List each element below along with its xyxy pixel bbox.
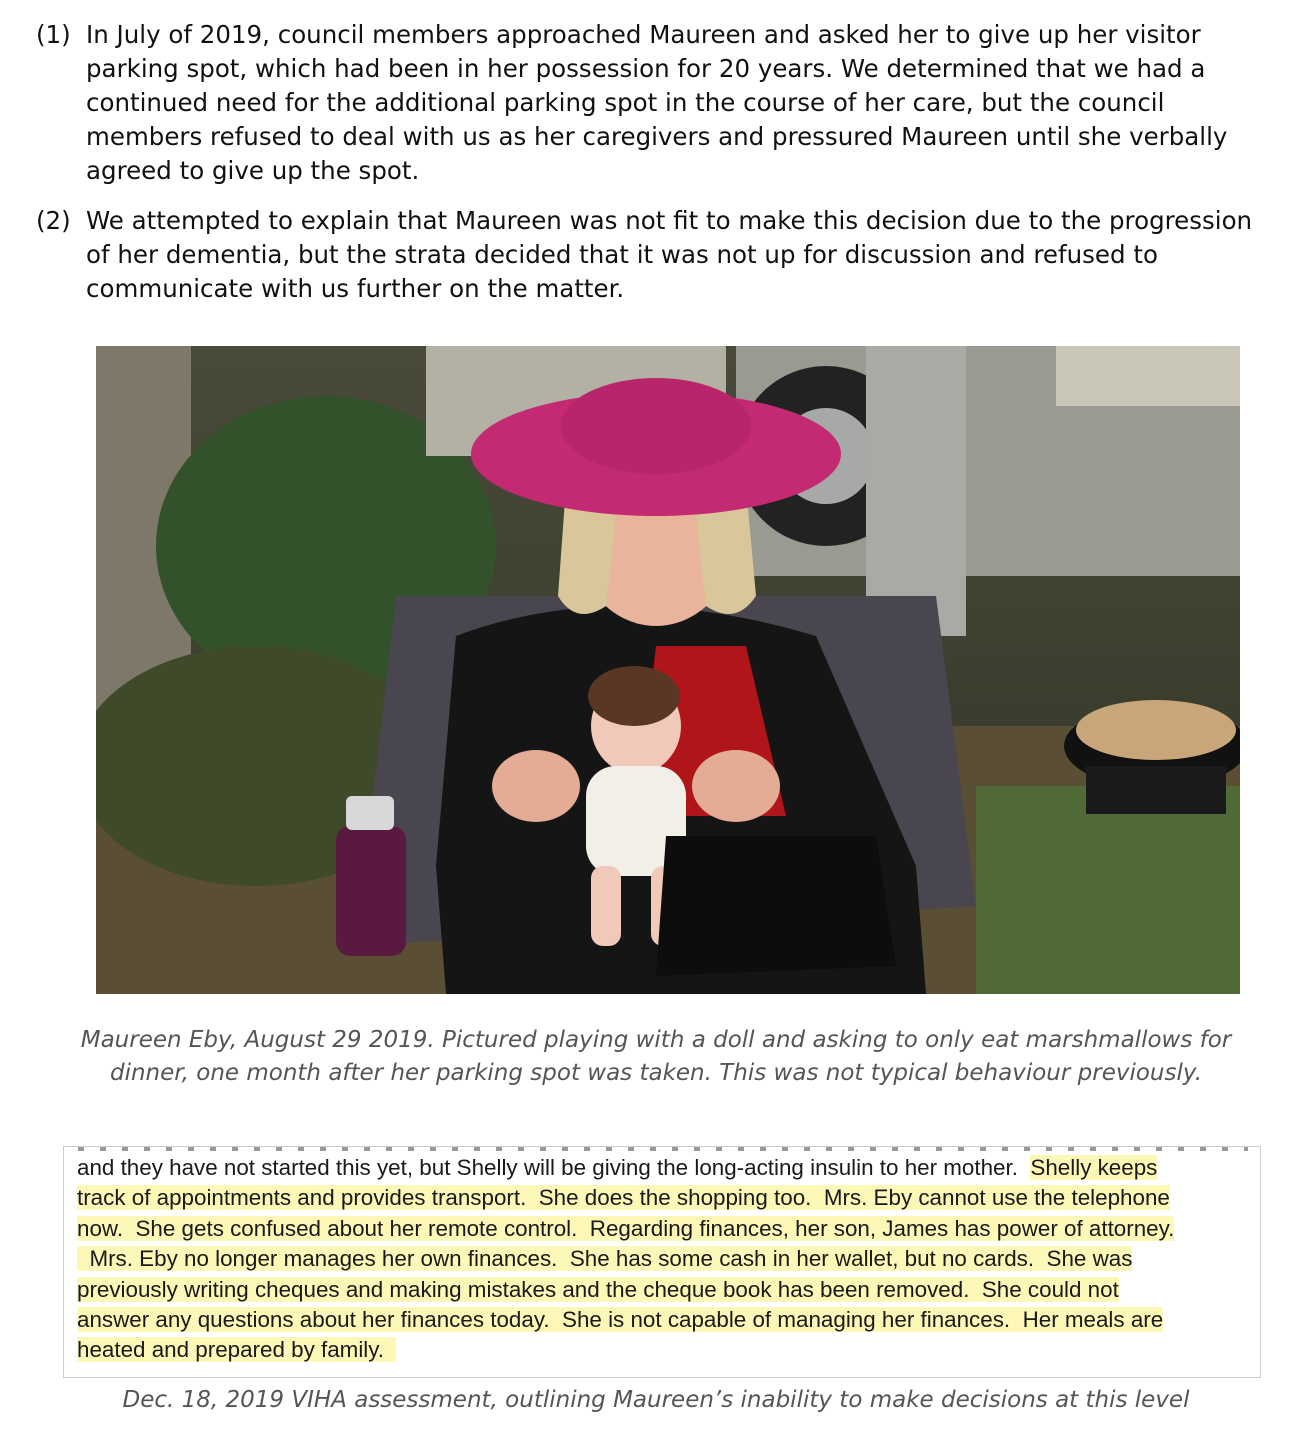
document-line <box>77 1244 1252 1274</box>
document-text <box>77 1153 1252 1366</box>
list-item-number: (1) <box>36 20 71 49</box>
document-line-highlight: track of appointments and provides transport. She does the shopping too. Mrs. Eby cannot use the telephone <box>77 1185 1170 1211</box>
document-line-highlight: answer any questions about her finances today. She is not capable of managing her finances. Her meals are <box>77 1307 1164 1333</box>
list-item-text: In July of 2019, council members approached Maureen and asked her to give up her visitor parking spot, which had been in her possession for 20 years. We determined that we had a continued need for the additional parking spot in the course of her care, but the council members refused to deal with us as her caregivers and pressured Maureen until she verbally agreed to give up the spot. <box>86 20 1228 185</box>
cutoff-text-line <box>78 1146 1248 1151</box>
document-caption: Dec. 18, 2019 VIHA assessment, outlining Maureen’s inability to make decisions at this level <box>122 1387 1190 1413</box>
photo-illustration <box>96 346 1240 994</box>
list-item <box>36 18 1276 188</box>
document-line-highlight: Mrs. Eby no longer manages her own finances. She has some cash in her wallet, but no cards. She was <box>77 1246 1133 1272</box>
list-item-number: (2) <box>36 206 71 235</box>
document-line <box>77 1183 1252 1213</box>
photo-caption: Maureen Eby, August 29 2019. Pictured playing with a doll and asking to only eat marshmallows for dinner, one month after her parking spot was taken. This was not typical behaviour previously. <box>80 1027 1232 1086</box>
document-line-highlight: now. She gets confused about her remote control. Regarding finances, her son, James has power of attorney. <box>77 1215 1175 1241</box>
document-line-highlight: Shelly keeps <box>1030 1155 1158 1180</box>
document-line <box>77 1305 1252 1335</box>
document-line-highlight: heated and prepared by family. <box>77 1337 397 1363</box>
document-line <box>77 1153 1252 1183</box>
document-line-plain: and they have not started this yet, but Shelly will be giving the long-acting insulin to her mother. <box>77 1155 1031 1180</box>
document-line-highlight: previously writing cheques and making mistakes and the cheque book has been removed. She could not <box>77 1276 1119 1302</box>
document-excerpt <box>63 1146 1261 1378</box>
document-line <box>77 1214 1252 1244</box>
document-line <box>77 1275 1252 1305</box>
numbered-list <box>36 18 1276 322</box>
photo <box>96 346 1240 994</box>
list-item <box>36 204 1276 306</box>
document-line <box>77 1335 1252 1365</box>
list-item-text: We attempted to explain that Maureen was not fit to make this decision due to the progression of her dementia, but the strata decided that it was not up for discussion and refused to communicate with us further on the matter. <box>86 206 1253 303</box>
